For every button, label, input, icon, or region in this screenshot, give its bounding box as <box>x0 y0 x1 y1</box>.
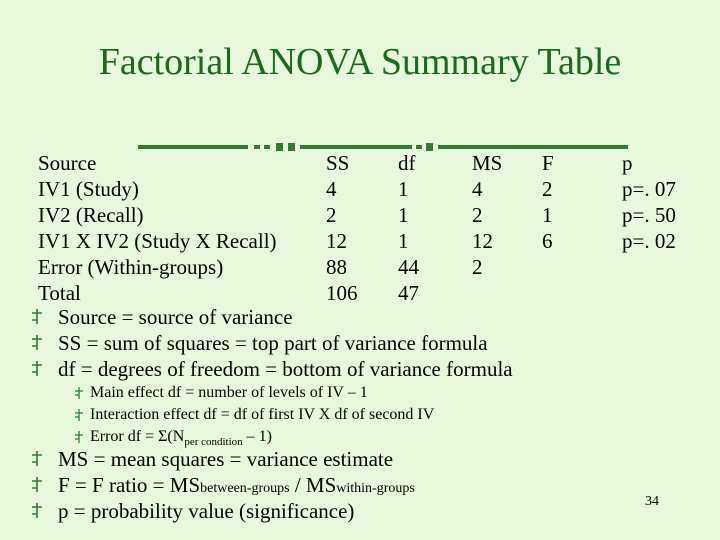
f-ratio-between: between-groups <box>200 481 290 496</box>
bullet-text: df = degrees of freedom = bottom of variance formula <box>58 357 513 381</box>
row-f <box>542 254 622 280</box>
header-p: p <box>622 151 633 175</box>
list-item <box>74 404 434 426</box>
page-number: 34 <box>645 494 659 509</box>
row-ms: 2 <box>472 255 483 279</box>
df-sub-list <box>74 382 434 448</box>
error-df-prefix: Error df = Σ(N <box>90 428 185 445</box>
header-df: df <box>398 151 416 175</box>
table-row <box>38 228 702 254</box>
list-item <box>74 426 434 448</box>
row-source: IV1 (Study) <box>38 177 139 201</box>
bullet-icon <box>30 472 44 498</box>
header-ss: SS <box>326 151 350 175</box>
slide-title: Factorial ANOVA Summary Table <box>98 41 622 83</box>
bullet-text: p = probability value (significance) <box>58 499 355 523</box>
row-source: IV2 (Recall) <box>38 203 144 227</box>
definition-list-2 <box>30 446 415 524</box>
error-df-subscript: per condition <box>184 436 243 448</box>
list-item <box>74 382 434 404</box>
row-p: p=. 07 <box>622 177 676 201</box>
row-ms: 2 <box>472 203 483 227</box>
row-f: 1 <box>542 203 553 227</box>
table-row <box>38 202 702 228</box>
row-df: 1 <box>398 229 409 253</box>
f-ratio-prefix: F = F ratio = MS <box>58 473 201 497</box>
bullet-icon <box>30 356 44 382</box>
row-ss: 88 <box>326 255 347 279</box>
row-f <box>542 280 622 306</box>
definition-list <box>30 304 513 382</box>
header-ms: MS <box>472 151 503 175</box>
list-item <box>30 304 513 330</box>
sub-bullet-icon <box>74 382 84 404</box>
row-ss: 4 <box>326 177 337 201</box>
row-ss: 12 <box>326 229 347 253</box>
table-header-row <box>38 150 702 176</box>
header-source: Source <box>38 151 97 175</box>
f-ratio-within: within-groups <box>336 481 415 496</box>
sub-bullet-text: Interaction effect df = df of first IV X df of second IV <box>90 406 435 423</box>
list-item <box>30 356 513 382</box>
row-f: 2 <box>542 177 553 201</box>
row-df: 44 <box>398 255 419 279</box>
row-p <box>622 254 702 280</box>
row-source: Error (Within-groups) <box>38 255 224 279</box>
f-ratio-mid: / MS <box>289 473 337 497</box>
error-df-suffix: – 1) <box>242 428 272 445</box>
row-ms <box>472 280 542 306</box>
row-source: IV1 X IV2 (Study X Recall) <box>38 229 277 253</box>
bullet-icon <box>30 330 44 356</box>
list-item <box>30 498 415 524</box>
bullet-text: MS = mean squares = variance estimate <box>58 447 394 471</box>
row-p: p=. 50 <box>622 203 676 227</box>
bullet-text: SS = sum of squares = top part of variance formula <box>58 331 488 355</box>
table-row <box>38 176 702 202</box>
header-f: F <box>542 151 554 175</box>
bullet-text: Source = source of variance <box>58 305 293 329</box>
row-ms: 12 <box>472 229 493 253</box>
bullet-icon <box>30 446 44 472</box>
row-f: 6 <box>542 229 553 253</box>
bullet-icon <box>30 304 44 330</box>
sub-bullet-text: Main effect df = number of levels of IV – 1 <box>90 384 368 401</box>
list-item <box>30 446 415 472</box>
row-p <box>622 280 702 306</box>
list-item <box>30 330 513 356</box>
row-p: p=. 02 <box>622 229 676 253</box>
list-item <box>30 472 415 498</box>
bullet-icon <box>30 498 44 524</box>
row-ms: 4 <box>472 177 483 201</box>
sub-bullet-icon <box>74 404 84 426</box>
row-df: 1 <box>398 177 409 201</box>
anova-table <box>38 150 702 306</box>
table-row <box>38 280 702 306</box>
table-row <box>38 254 702 280</box>
row-df: 47 <box>398 281 419 305</box>
row-ss: 2 <box>326 203 337 227</box>
sub-bullet-icon <box>74 426 84 448</box>
row-ss: 106 <box>326 281 358 305</box>
row-source: Total <box>38 281 81 305</box>
row-df: 1 <box>398 203 409 227</box>
